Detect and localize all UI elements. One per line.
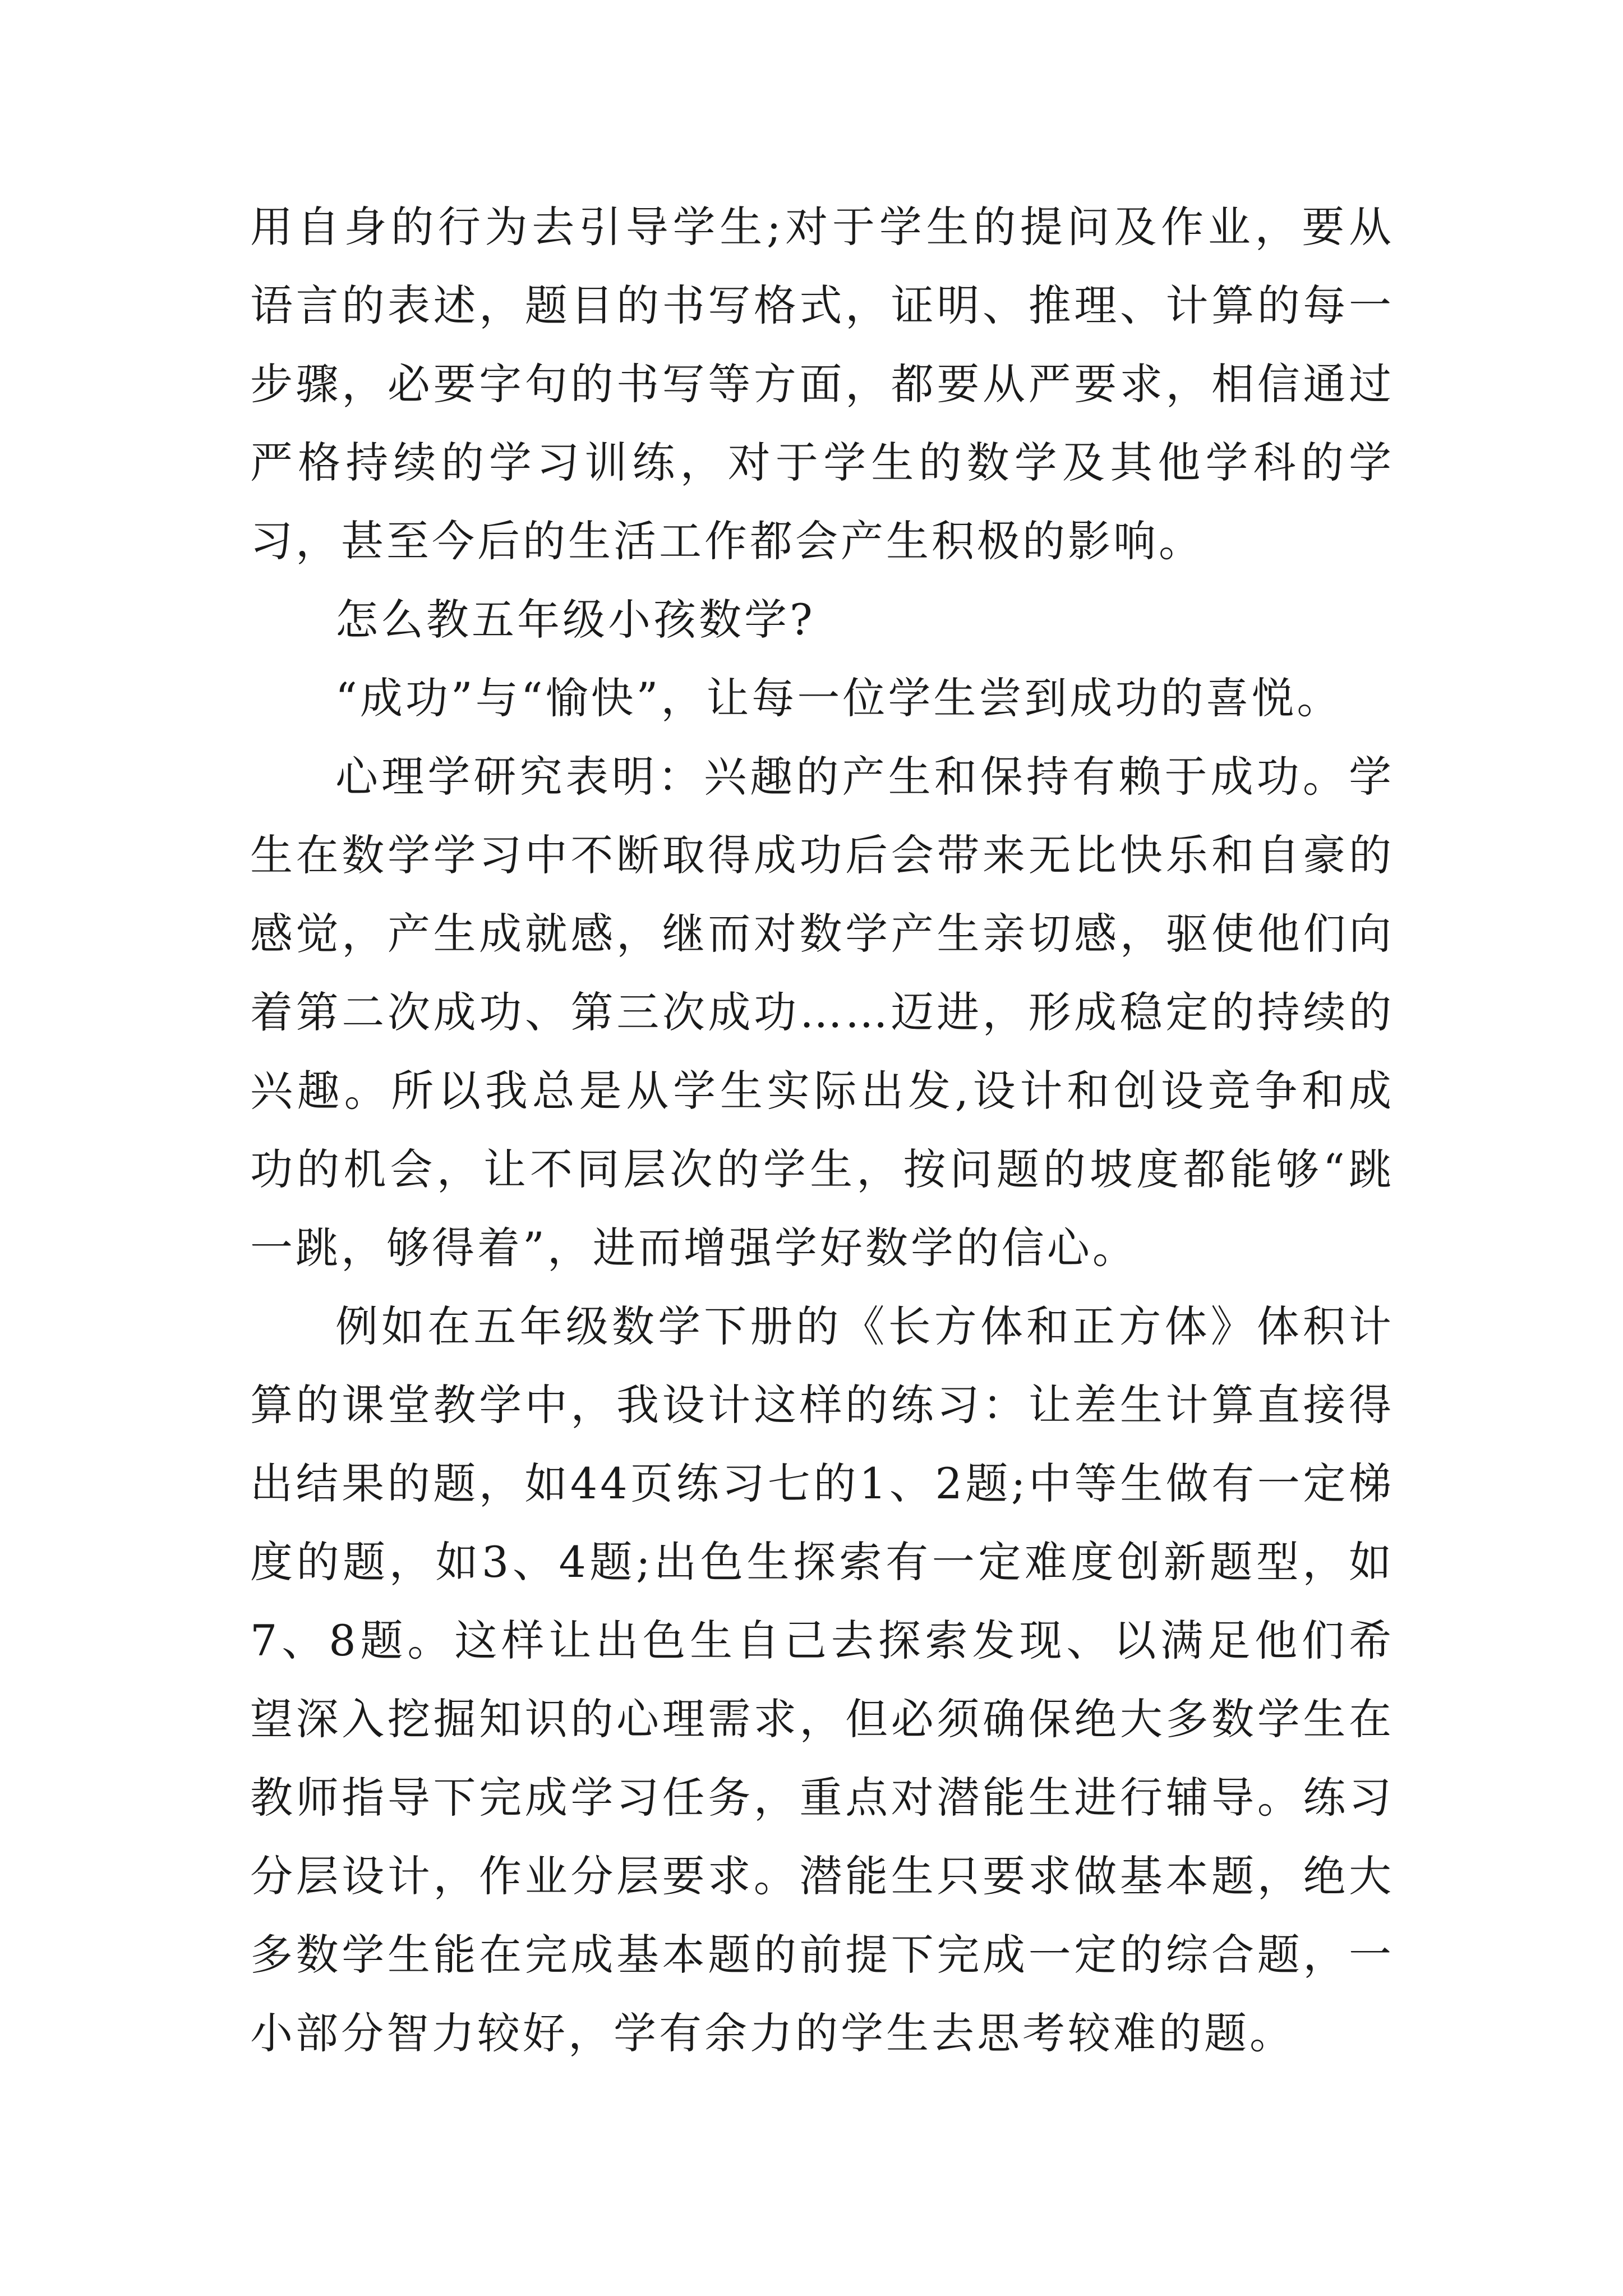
- document-body: [250, 188, 1394, 2073]
- paragraph-question-heading: 怎么教五年级小孩数学?: [335, 595, 815, 645]
- paragraph-continuation: 用自身的行为去引导学生;对于学生的提问及作业，要从语言的表述，题目的书写格式，证明、推理、计算的每一步骤，必要字句的书写等方面，都要从严要求，相信通过严格持续的学习训练，对于学生的数学及其他学科的学习，甚至今后的生活工作都会产生积极的影响。: [250, 202, 1394, 566]
- paragraph-success-heading: “成功”与“愉快”，让每一位学生尝到成功的喜悦。: [335, 673, 1343, 723]
- paragraph-psychology: 心理学研究表明：兴趣的产生和保持有赖于成功。学生在数学学习中不断取得成功后会带来无比快乐和自豪的感觉，产生成就感，继而对数学产生亲切感，驱使他们向着第二次成功、第三次成功……迈进，形成稳定的持续的兴趣。所以我总是从学生实际出发,设计和创设竞争和成功的机会，让不同层次的学生，按问题的坡度都能够“跳一跳，够得着”，进而增强学好数学的信心。: [250, 752, 1394, 1273]
- paragraph-example: 例如在五年级数学下册的《长方体和正方体》体积计算的课堂教学中，我设计这样的练习：让差生计算直接得出结果的题，如44页练习七的1、2题;中等生做有一定梯度的题，如3、4题;出色生探索有一定难度创新题型，如7、8题。这样让出色生自己去探索发现、以满足他们希望深入挖掘知识的心理需求，但必须确保绝大多数学生在教师指导下完成学习任务，重点对潜能生进行辅导。练习分层设计，作业分层要求。潜能生只要求做基本题，绝大多数学生能在完成基本题的前提下完成一定的综合题，一小部分智力较好，学有余力的学生去思考较难的题。: [250, 1301, 1394, 2058]
